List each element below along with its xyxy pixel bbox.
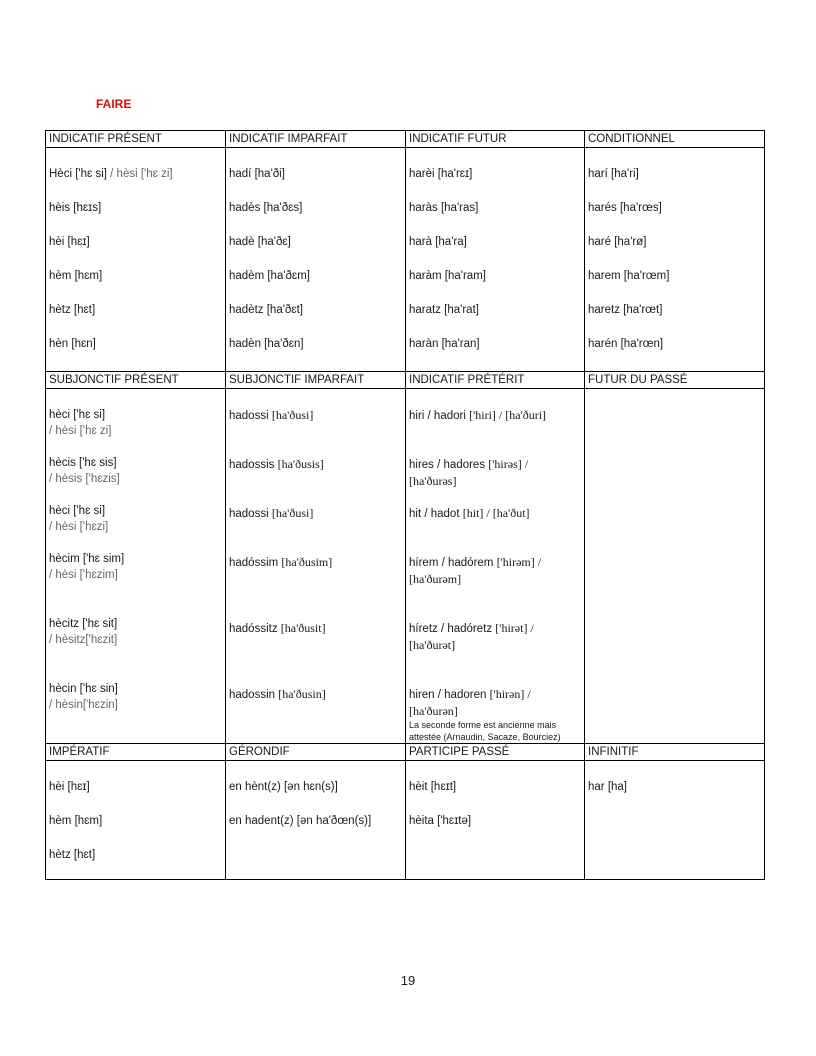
- cell-imperatif: [46, 761, 226, 880]
- form-line: harés [ha'rœs]: [588, 202, 662, 214]
- form-line: [229, 456, 402, 473]
- form-line: hèit [hɛɪt]: [409, 781, 457, 793]
- form-word: hadossi: [229, 410, 272, 422]
- form-line: haràn [ha'ran]: [409, 338, 480, 350]
- form-ipa: [ha'ðusin]: [278, 687, 326, 701]
- form-line: hètz [hɛt]: [49, 849, 96, 861]
- form-line: en hadent(z) [ən ha'ðœn(s)]: [229, 815, 372, 827]
- form-alt: / hèsitz['hɛzit]: [49, 634, 118, 646]
- form-word: hadossin: [229, 689, 279, 701]
- form-ipa: ['hirət] /: [495, 621, 534, 635]
- form-line: hadèm [ha'ðɛm]: [229, 270, 310, 282]
- form-entry: [409, 505, 581, 522]
- form-line: [409, 554, 581, 571]
- form-word: hires / hadores: [409, 459, 489, 471]
- form-word: hadossis: [229, 459, 278, 471]
- form-line: haratz [ha'rat]: [409, 304, 479, 316]
- cell-indicatif-imparfait: [226, 148, 406, 372]
- form-line: [229, 554, 402, 571]
- form-entry: [409, 554, 581, 587]
- preterit-note: attestée (Arnaudin, Sacaze, Bourciez): [409, 732, 561, 742]
- header-conditionnel: CONDITIONNEL: [585, 131, 765, 148]
- form-main: hèci ['hɛ si]: [49, 409, 106, 421]
- body-row: [46, 148, 765, 372]
- form-ipa: ['hirəs] /: [488, 457, 529, 471]
- cell-subjonctif-imparfait: [226, 389, 406, 744]
- form-ipa: [hit] / [ha'ðut]: [462, 506, 530, 520]
- form-line: [229, 407, 402, 424]
- form-ipa-continued: [ha'ðurəm]: [409, 572, 462, 586]
- form-alt: / hèsis ['hɛzis]: [49, 473, 120, 485]
- preterit-note: La seconde forme est ancienne mais: [409, 720, 557, 730]
- form-line: hadès [ha'ðɛs]: [229, 202, 303, 214]
- form-ipa: ['hirəm] /: [496, 555, 542, 569]
- form-ipa: [ha'ðusi]: [271, 408, 314, 422]
- form-main: hècitz ['hɛ sit]: [49, 618, 118, 630]
- header-indicatif-present: INDICATIF PRÉSENT: [46, 131, 226, 148]
- form-alt: / hèsi ['hɛ zi]: [106, 168, 173, 180]
- form-word: hiri / hadori: [409, 410, 470, 422]
- form-main: hècin ['hɛ sin]: [49, 683, 118, 695]
- page-number: 19: [400, 973, 416, 988]
- header-infinitif: INFINITIF: [585, 744, 765, 761]
- form-entry: [49, 551, 222, 583]
- form-ipa-continued: [ha'ðurəs]: [409, 474, 457, 488]
- header-futur-du-passe: FUTUR DU PASSÉ: [585, 372, 765, 389]
- header-row: [46, 372, 765, 389]
- page-title: FAIRE: [96, 97, 132, 111]
- form-line: [409, 505, 581, 522]
- form-entry: [49, 455, 222, 487]
- form-entry: [409, 620, 581, 653]
- form-line: hèm [hɛm]: [49, 815, 103, 827]
- form-line: hèm [hɛm]: [49, 270, 103, 282]
- cell-participe-passe: [406, 761, 585, 880]
- form-ipa-continued: [ha'ðurən]: [409, 704, 458, 718]
- header-participe-passe: PARTICIPE PASSÉ: [406, 744, 585, 761]
- form-line: haràm [ha'ram]: [409, 270, 486, 282]
- form-main: hècis ['hɛ sis]: [49, 457, 117, 469]
- body-row: [46, 761, 765, 880]
- form-line: harèi [ha'rɛɪ]: [409, 168, 473, 180]
- form-alt: / hèsi ['hɛzi]: [49, 521, 109, 533]
- form-line: hètz [hɛt]: [49, 304, 96, 316]
- form-alt: / hèsi ['hɛ zi]: [49, 425, 112, 437]
- form-line: harén [ha'rœn]: [588, 338, 664, 350]
- cell-subjonctif-present: [46, 389, 226, 744]
- form-line: haré [ha'rø]: [588, 236, 647, 248]
- form-line: hadètz [ha'ðɛt]: [229, 304, 303, 316]
- form-line: har [ha]: [588, 781, 627, 793]
- form-line: [229, 505, 402, 522]
- form-entry: [409, 456, 581, 489]
- header-indicatif-preterit: INDICATIF PRÉTÉRIT: [406, 372, 585, 389]
- form-word: hadóssitz: [229, 623, 281, 635]
- cell-conditionnel: [585, 148, 765, 372]
- header-imperatif: IMPÉRATIF: [46, 744, 226, 761]
- form-word: hit / hadot: [409, 508, 463, 520]
- header-row: [46, 744, 765, 761]
- form-line: hèita ['hɛɪtə]: [409, 815, 472, 827]
- header-gerondif: GÉRONDIF: [226, 744, 406, 761]
- header-subjonctif-imparfait: SUBJONCTIF IMPARFAIT: [226, 372, 406, 389]
- form-main: hèci ['hɛ si]: [49, 505, 106, 517]
- form-line: hèis [hɛɪs]: [49, 202, 102, 214]
- form-line: hadí [ha'ði]: [229, 168, 285, 180]
- form-entry: [49, 616, 222, 648]
- form-entry: [409, 686, 581, 743]
- header-indicatif-imparfait: INDICATIF IMPARFAIT: [226, 131, 406, 148]
- form-line: [49, 166, 222, 182]
- form-ipa: [ha'ðusim]: [281, 555, 333, 569]
- form-ipa: [ha'ðusit]: [280, 621, 326, 635]
- form-alt: / hèsin['hɛzin]: [49, 699, 118, 711]
- cell-futur-du-passe: [585, 389, 765, 744]
- form-entry: [49, 503, 222, 535]
- header-row: [46, 131, 765, 148]
- form-line: en hènt(z) [ən hɛn(s)]: [229, 781, 338, 793]
- form-line: hèn [hɛn]: [49, 338, 96, 350]
- header-subjonctif-present: SUBJONCTIF PRÉSENT: [46, 372, 226, 389]
- form-main: Hèci ['hɛ si]: [49, 168, 107, 180]
- cell-indicatif-futur: [406, 148, 585, 372]
- form-line: [229, 686, 402, 703]
- form-line: haràs [ha'ras]: [409, 202, 479, 214]
- form-line: hadèn [ha'ðɛn]: [229, 338, 304, 350]
- cell-gerondif: [226, 761, 406, 880]
- form-entry: [49, 681, 222, 713]
- conjugation-table: [45, 130, 765, 880]
- form-line: hèi [hɛɪ]: [49, 236, 90, 248]
- form-word: hírem / hadórem: [409, 557, 497, 569]
- form-main: hècim ['hɛ sim]: [49, 553, 125, 565]
- form-word: hiren / hadoren: [409, 689, 490, 701]
- form-line: harà [ha'ra]: [409, 236, 467, 248]
- form-word: híretz / hadóretz: [409, 623, 496, 635]
- form-word: hadóssim: [229, 557, 282, 569]
- form-line: [409, 620, 581, 637]
- form-line: hadè [ha'ðɛ]: [229, 236, 291, 248]
- form-line: [409, 686, 581, 703]
- header-indicatif-futur: INDICATIF FUTUR: [406, 131, 585, 148]
- form-line: [409, 407, 581, 424]
- form-line: haretz [ha'rœt]: [588, 304, 663, 316]
- form-alt: / hèsi ['hɛzim]: [49, 569, 118, 581]
- form-line: harí [ha'ri]: [588, 168, 639, 180]
- cell-indicatif-preterit: [406, 389, 585, 744]
- form-line: [229, 620, 402, 637]
- cell-infinitif: [585, 761, 765, 880]
- form-line: hèi [hɛɪ]: [49, 781, 90, 793]
- form-word: hadossi: [229, 508, 272, 520]
- form-ipa: [ha'ðusi]: [271, 506, 314, 520]
- form-entry: [409, 407, 581, 424]
- form-ipa: [ha'ðusis]: [277, 457, 324, 471]
- form-entry: [49, 407, 222, 439]
- body-row: [46, 389, 765, 744]
- form-ipa: ['hirən] /: [489, 687, 531, 701]
- form-line: [409, 456, 581, 473]
- form-ipa: ['hiri] / [ha'ðuri]: [469, 408, 547, 422]
- cell-indicatif-present: [46, 148, 226, 372]
- form-ipa-continued: [ha'ðurət]: [409, 638, 456, 652]
- form-line: harem [ha'rœm]: [588, 270, 670, 282]
